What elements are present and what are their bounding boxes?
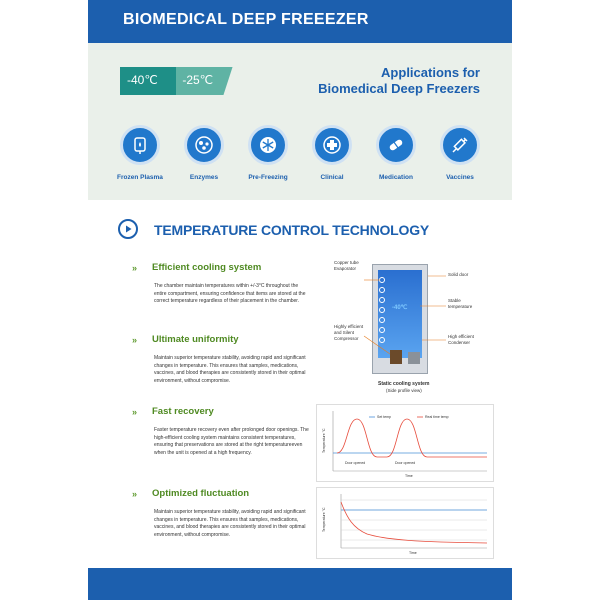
page	[88, 0, 512, 600]
feature-text: Faster temperature recovery even after prolonged door openings. The high-efficient cooling system maintains consistent temperatures, ensuring that preservations are stored at the right temperatureeven when the unit is opened at a high frequency.	[154, 427, 309, 456]
feature-uniformity	[132, 335, 332, 385]
real-temp-line	[341, 502, 487, 543]
temp-left-tag	[120, 67, 176, 95]
cooling-system-diagram	[334, 258, 494, 403]
feature-title: Optimized fluctuation	[152, 488, 250, 499]
chart1-xlabel: Time	[405, 474, 413, 478]
double-chevron-icon: »	[132, 263, 138, 273]
temperature-badge	[120, 67, 228, 95]
chart1-note1: Door opened	[345, 461, 366, 465]
label-copper-tube: Copper tube Evaporator	[334, 260, 359, 271]
condenser-shape	[408, 352, 420, 364]
double-chevron-icon: »	[132, 407, 138, 417]
feature-text: The chamber maintain temperatures within +/-3°C throughout the entire compartment, ensuring confidence that items are stored at the correct temperature regardless of their placement in the chamber.	[154, 283, 306, 304]
feature-title: Ultimate uniformity	[152, 334, 239, 345]
feature-title: Fast recovery	[152, 406, 214, 417]
app-item-pre-freezing	[240, 125, 296, 181]
feature-text: Maintain superior temperature stability, avoiding rapid and significant changes in temperature. This ensures that samples, medications, vaccines, and blood therapies are consistently stored in their optimal environment, without compromise.	[154, 509, 306, 538]
label-leader-lines	[364, 276, 446, 354]
chamber-display: -40℃	[392, 305, 408, 311]
applications-title	[318, 65, 480, 97]
applications-band	[88, 43, 512, 200]
applications-title-line1: Applications for	[381, 65, 480, 80]
feature-title: Efficient cooling system	[152, 262, 262, 273]
app-label: Frozen Plasma	[117, 174, 163, 181]
footer-banner	[88, 568, 512, 600]
chart1-legend-set: Set temp	[377, 415, 392, 419]
app-item-enzymes	[176, 125, 232, 181]
section-title: TEMPERATURE CONTROL TECHNOLOGY	[154, 222, 430, 238]
label-stable-temp: Stable temperature	[448, 298, 473, 309]
feature-text: Maintain superior temperature stability, avoiding rapid and significant changes in temperature. This ensures that samples, medications, vaccines, and blood therapies are consistently stored in their optimal environment, without compromise.	[154, 355, 306, 384]
label-solid-door: Solid door	[448, 272, 469, 277]
feature-optimized-fluctuation	[132, 489, 332, 539]
enzyme-cells-icon	[184, 125, 224, 165]
diagram-subcaption: (Side profile view)	[386, 388, 422, 393]
chart1-note2: Door opened	[395, 461, 416, 465]
double-chevron-icon: »	[132, 489, 138, 499]
app-item-medication	[368, 125, 424, 181]
pill-capsule-icon	[376, 125, 416, 165]
chart2-xlabel: Time	[409, 551, 417, 555]
snowflake-icon	[248, 125, 288, 165]
temp-left-label: -40℃	[127, 73, 158, 87]
app-item-vaccines	[432, 125, 488, 181]
feature-efficient-cooling	[132, 263, 332, 306]
app-item-clinical	[304, 125, 360, 181]
label-compressor: Highly efficient and Silent Compressor	[334, 324, 364, 341]
grid-lines	[341, 500, 487, 540]
app-item-frozen-plasma	[112, 125, 168, 181]
recovery-chart	[316, 404, 494, 482]
page-title: BIOMEDICAL DEEP FREEEZER	[123, 11, 369, 28]
play-circle-icon	[118, 219, 138, 239]
compressor-shape	[390, 350, 402, 364]
app-label: Clinical	[320, 174, 344, 181]
app-label: Vaccines	[446, 174, 474, 181]
app-label: Pre-Freezing	[248, 174, 288, 181]
blood-bag-icon	[120, 125, 160, 165]
temp-right-label: -25℃	[182, 73, 214, 87]
chart1-ylabel: Temperature °C	[322, 428, 326, 453]
header-banner	[88, 0, 512, 43]
applications-icons	[112, 125, 488, 189]
chart2-ylabel: Temperature °C	[322, 507, 326, 532]
app-label: Enzymes	[189, 174, 219, 181]
syringe-icon	[440, 125, 480, 165]
diagram-caption: Static cooling system	[378, 381, 430, 387]
double-chevron-icon: »	[132, 335, 138, 345]
chart1-legend-real: Real time temp	[425, 415, 449, 419]
fluctuation-chart	[316, 487, 494, 559]
medical-cross-icon	[312, 125, 352, 165]
feature-fast-recovery	[132, 407, 332, 457]
label-condenser: High efficient Condenser	[448, 334, 474, 345]
evaporator-coils	[380, 278, 385, 343]
app-label: Medication	[379, 174, 413, 181]
applications-title-line2: Biomedical Deep Freezers	[318, 81, 480, 96]
real-temp-line	[337, 419, 487, 457]
